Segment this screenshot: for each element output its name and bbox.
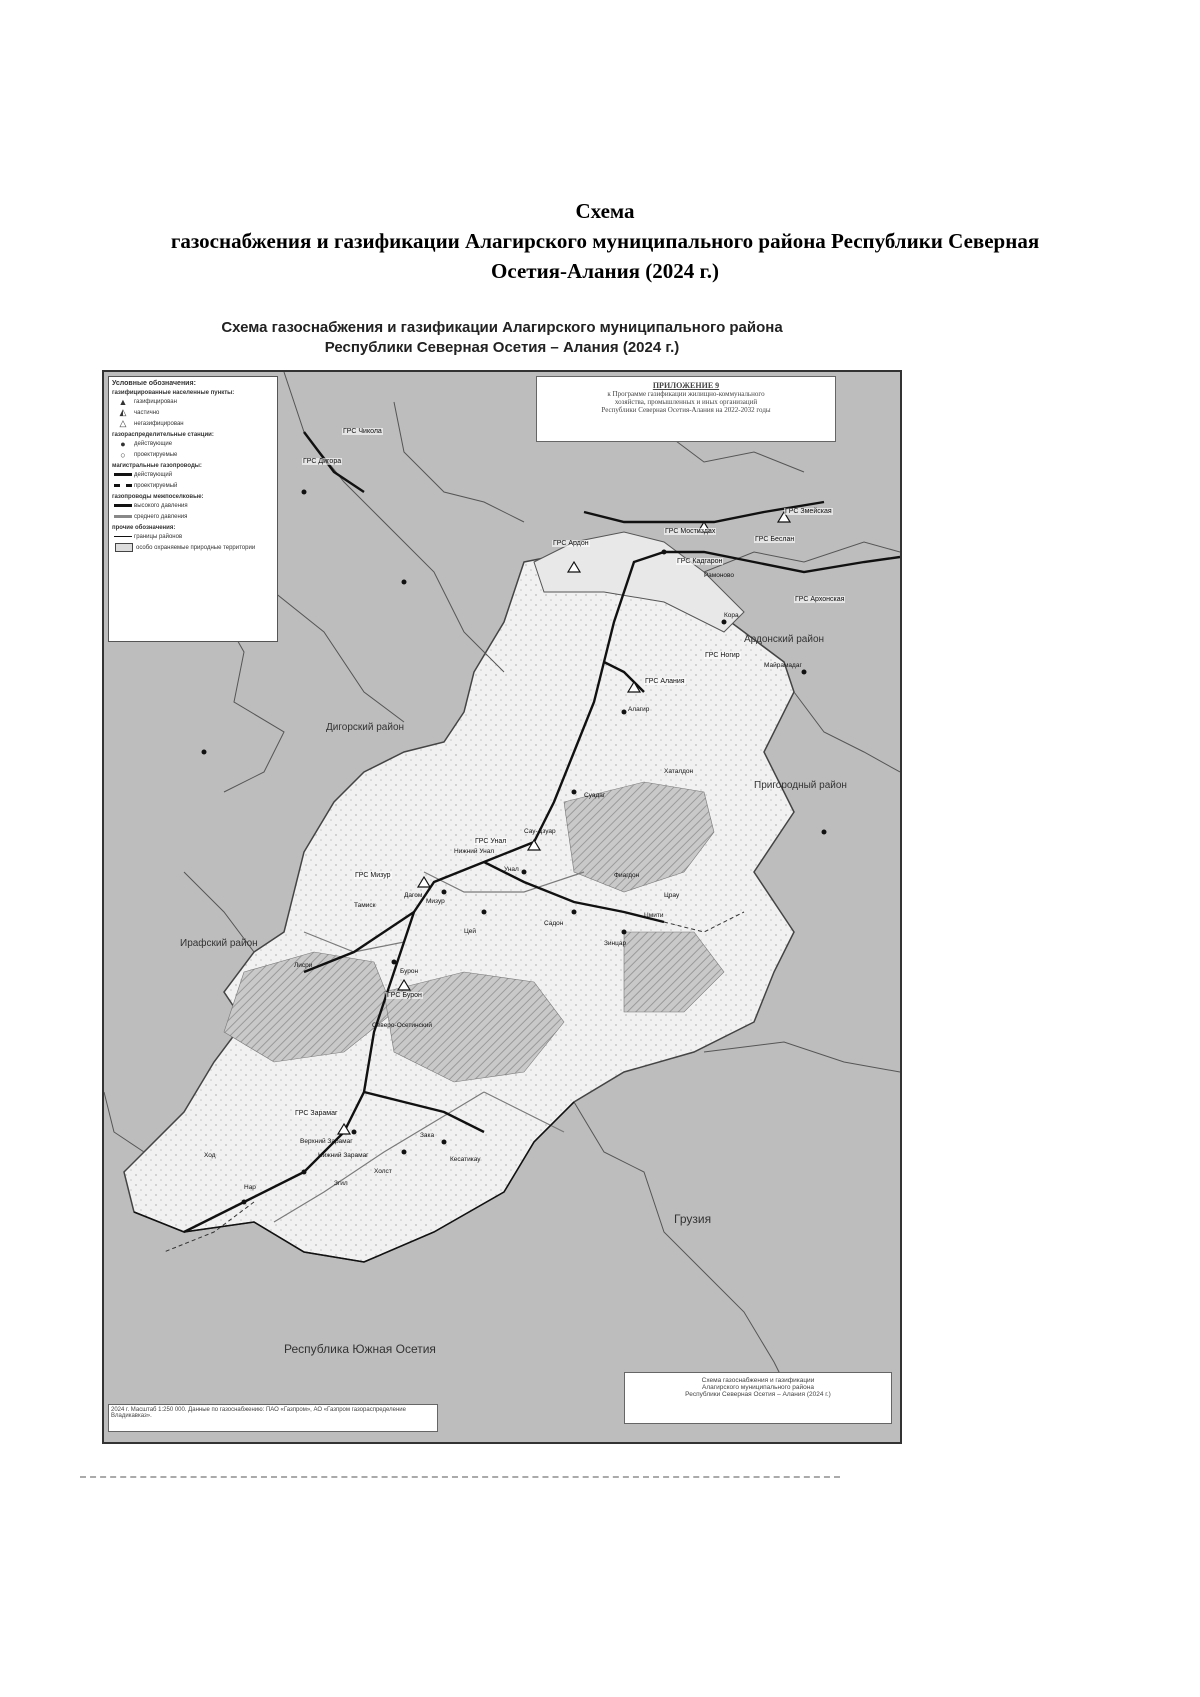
country-label-south-ossetia: Республика Южная Осетия xyxy=(284,1342,436,1356)
grs-label-ardon: ГРС Ардон xyxy=(553,540,589,547)
settlement-label: Алагир xyxy=(628,706,650,713)
settlement-dot xyxy=(662,550,667,555)
appendix-box xyxy=(536,376,836,442)
settlement-dot xyxy=(242,1200,247,1205)
settlement-label: Цмити xyxy=(644,912,664,919)
settlement-label: Хаталдон xyxy=(664,768,694,775)
settlement-label: Верхний Зарамаг xyxy=(300,1138,353,1145)
legend-row xyxy=(112,449,274,460)
legend-item-label: проектируемый xyxy=(134,482,178,489)
grs-label-nogir: ГРС Ногир xyxy=(705,652,740,659)
legend-section: магистральные газопроводы: xyxy=(112,463,202,469)
legend-item-label: проектируемые xyxy=(134,451,178,458)
settlement-label: Садон xyxy=(544,920,564,927)
settlement-label: Унал xyxy=(504,866,519,873)
legend-row xyxy=(112,500,274,511)
legend-item-label: границы районов xyxy=(134,533,183,540)
settlement-label: Дагом xyxy=(404,892,423,899)
district-label-prigorodny: Пригородный район xyxy=(754,780,847,791)
document-title xyxy=(60,196,1150,286)
settlement-label: Мизур xyxy=(426,898,445,905)
document-title-line-3: Осетия-Алания (2024 г.) xyxy=(491,259,719,283)
settlement-dot xyxy=(392,960,397,965)
dot-empty-icon: ○ xyxy=(120,449,126,460)
legend-item-label: частично xyxy=(134,409,160,416)
country-label-georgia: Грузия xyxy=(674,1212,712,1226)
dashed-line-icon xyxy=(114,484,132,487)
settlement-dot xyxy=(482,910,487,915)
settlement-label: Кора xyxy=(724,612,739,619)
document-title-line-1: Схема xyxy=(575,199,635,223)
reserve-label: Северо-Осетинский xyxy=(372,1022,432,1029)
grs-label-mizur: ГРС Мизур xyxy=(355,872,391,879)
credits-line: Республики Северная Осетия – Алания (2024 г.) xyxy=(685,1391,831,1398)
legend-item-label: действующие xyxy=(134,440,173,447)
legend-row xyxy=(112,469,274,480)
legend-title: Условные обозначения: xyxy=(112,380,196,387)
grs-label-mostizdah: ГРС Мостиздах xyxy=(665,528,716,535)
map-heading xyxy=(86,318,918,358)
settlement-dot xyxy=(622,710,627,715)
settlement-label: Ход xyxy=(204,1152,216,1159)
settlement-label: Зака xyxy=(420,1132,435,1139)
settlement-label: Суадаг xyxy=(584,792,606,799)
settlement-dot xyxy=(722,620,727,625)
settlement-label: Зинцар xyxy=(604,940,627,947)
legend-row xyxy=(112,531,274,542)
settlement-dot xyxy=(622,930,627,935)
legend-section: газифицированные населенные пункты: xyxy=(112,390,235,396)
district-label-irafsky: Ирафский район xyxy=(180,938,258,949)
legend-row xyxy=(112,480,274,491)
settlement-label: Нижний Унал xyxy=(454,848,495,855)
legend-row xyxy=(112,418,274,429)
settlement-label: Црау xyxy=(664,892,680,899)
settlement-dot xyxy=(802,670,807,675)
settlement-dot xyxy=(522,870,527,875)
grs-label-digora: ГРС Дигора xyxy=(303,458,342,465)
settlement-label: Рамоново xyxy=(704,572,735,579)
settlement-dot xyxy=(822,830,827,835)
grs-label-kadgaron: ГРС Кадгарон xyxy=(677,558,723,565)
thin-line-icon xyxy=(114,536,132,537)
grs-label-zmeyskaya: ГРС Змейская xyxy=(785,508,832,515)
document-title-line-2: газоснабжения и газификации Алагирского муниципального района Республики Северная xyxy=(170,229,1040,253)
legend-item-label: среднего давления xyxy=(134,513,188,520)
triangle-half-icon: ◭ xyxy=(119,407,127,417)
legend-row xyxy=(112,438,274,449)
map-heading-line-2: Республики Северная Осетия – Алания (2024 г.) xyxy=(324,339,680,356)
settlement-dot xyxy=(352,1130,357,1135)
settlement-label: Тамиск xyxy=(354,902,376,909)
grs-label-zaramag: ГРС Зарамаг xyxy=(295,1110,338,1117)
settlement-label: Майрамадаг xyxy=(764,662,802,669)
settlement-label: Фиагдон xyxy=(614,872,640,879)
solid-line-icon xyxy=(114,473,132,476)
settlement-dot xyxy=(302,490,307,495)
solid-line-icon xyxy=(114,504,132,507)
legend-item-label: особо охраняемые природные территории xyxy=(136,544,256,551)
legend-row xyxy=(112,407,274,418)
legend-item-label: газифицирован xyxy=(134,398,177,405)
settlement-label: Цей xyxy=(464,928,477,935)
settlement-label: Холст xyxy=(374,1168,392,1175)
settlement-label: Кесатикау xyxy=(450,1156,481,1163)
grs-label-unal: ГРС Унал xyxy=(475,838,507,845)
legend-section: прочие обозначения: xyxy=(112,525,176,531)
grs-label-arkhonskaya: ГРС Архонская xyxy=(795,596,845,603)
appendix-title: ПРИЛОЖЕНИЕ 9 xyxy=(652,381,720,390)
legend-row xyxy=(112,396,274,407)
grey-line-icon xyxy=(114,515,132,518)
dot-filled-icon: ● xyxy=(120,438,126,449)
appendix-line: Республики Северная Осетия-Алания на 2022-2032 годы xyxy=(601,406,771,414)
map-legend xyxy=(108,376,278,642)
settlement-dot xyxy=(442,890,447,895)
hatched-box-icon xyxy=(115,543,133,552)
legend-section: газораспределительные станции: xyxy=(112,432,214,438)
credits-line: Схема газоснабжения и газификации xyxy=(701,1377,815,1384)
grs-label-buron: ГРС Бурон xyxy=(387,992,422,999)
map-credits-box xyxy=(624,1372,892,1424)
settlement-dot xyxy=(572,790,577,795)
appendix-line: хозяйства, промышленных и иных организаций xyxy=(614,398,758,406)
settlement-label: Лисри xyxy=(294,962,313,969)
grs-label-beslan: ГРС Беслан xyxy=(755,536,795,543)
map-figure xyxy=(86,318,918,1468)
settlement-dot xyxy=(402,580,407,585)
settlement-label: Бурон xyxy=(400,968,419,975)
legend-row xyxy=(112,542,274,553)
grs-label-alania: ГРС Алания xyxy=(645,678,685,685)
legend-item-label: действующий xyxy=(134,471,173,478)
map-frame xyxy=(102,370,902,1444)
grs-label-chikola: ГРС Чикола xyxy=(343,428,382,435)
settlement-dot xyxy=(302,1170,307,1175)
legend-section: газопроводы межпоселковые: xyxy=(112,494,204,500)
legend-item-label: негазифицирован xyxy=(134,420,184,427)
settlement-label: Нижний Зарамаг xyxy=(318,1152,369,1159)
settlement-dot xyxy=(442,1140,447,1145)
settlement-label: Нар xyxy=(244,1184,256,1191)
settlement-dot xyxy=(402,1150,407,1155)
bottom-divider xyxy=(80,1476,840,1478)
legend-item-label: высокого давления xyxy=(134,502,188,509)
district-label-digora: Дигорский район xyxy=(326,722,405,733)
legend-row xyxy=(112,511,274,522)
appendix-line: к Программе газификации жилищно-коммунального xyxy=(607,390,765,398)
settlement-label: Згил xyxy=(334,1180,348,1187)
map-heading-line-1: Схема газоснабжения и газификации Алагирского муниципального района xyxy=(221,319,783,336)
settlement-dot xyxy=(202,750,207,755)
triangle-empty-icon: △ xyxy=(119,418,127,428)
district-label-ardon: Ардонский район xyxy=(744,634,825,645)
map-footer-note: 2024 г. Масштаб 1:250 000. Данные по газоснабжению: ПАО «Газпром», АО «Газпром газораспределение Владикавказ». xyxy=(108,1404,438,1432)
credits-line: Алагирского муниципального района xyxy=(701,1384,814,1391)
settlement-label: Сау-Дзуар xyxy=(524,828,556,835)
settlement-dot xyxy=(572,910,577,915)
triangle-filled-icon: ▲ xyxy=(118,396,128,407)
